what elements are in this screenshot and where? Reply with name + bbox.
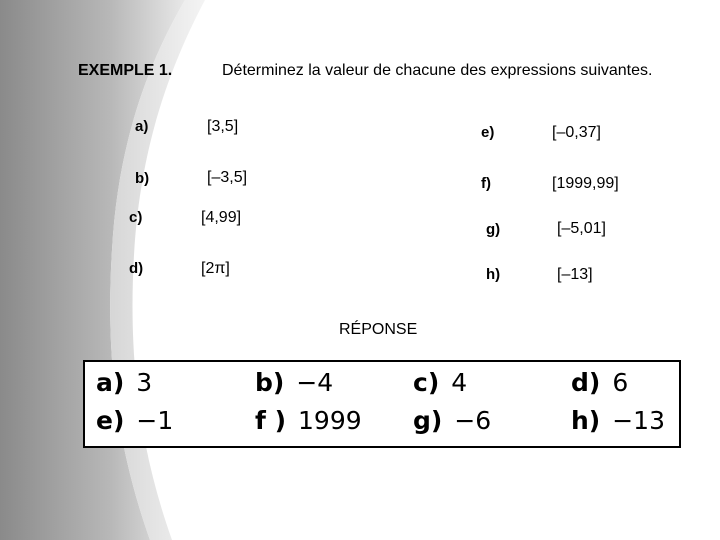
answer-d [571,368,628,397]
exercise-b-label: b) [135,170,150,187]
answer-box [83,360,681,448]
answer-e [96,406,173,435]
answer-h-label: h) [571,406,601,435]
answer-d-value: 6 [612,368,629,397]
answer-g-value: −6 [454,406,492,435]
exercise-e-label: e) [481,124,495,141]
exercise-f-label: f) [481,175,491,192]
exercise-e-expr: [–0,37] [552,124,601,141]
exercise-h-label: h) [486,266,501,283]
answer-c-label: c) [413,368,440,397]
answer-c-value: 4 [451,368,468,397]
exercise-h-expr: [–13] [557,266,593,283]
answer-h [571,406,665,435]
answer-a-value: 3 [136,368,153,397]
instruction-text: Déterminez la valeur de chacune des expressions suivantes. [222,62,653,79]
answer-e-label: e) [96,406,125,435]
answer-f [255,406,362,435]
exercise-b-expr: [–3,5] [207,169,248,186]
answer-d-label: d) [571,368,601,397]
example-label: EXEMPLE 1. [78,62,173,79]
exercise-c-label: c) [129,209,143,226]
answer-b-label: b) [255,368,285,397]
answer-b [255,368,333,397]
answer-a [96,368,152,397]
answer-c [413,368,467,397]
exercise-f-expr: [1999,99] [552,175,619,192]
exercise-g-expr: [–5,01] [557,220,606,237]
exercise-a-label: a) [135,118,149,135]
response-heading: RÉPONSE [339,321,418,338]
exercise-g-label: g) [486,221,501,238]
answer-e-value: −1 [136,406,174,435]
exercise-a-expr: [3,5] [207,118,239,135]
answer-g [413,406,491,435]
answer-h-value: −13 [612,406,665,435]
exercise-d-label: d) [129,260,144,277]
answer-g-label: g) [413,406,443,435]
answer-f-label: f ) [255,406,287,435]
exercise-c-expr: [4,99] [201,209,242,226]
answer-f-value: 1999 [298,406,362,435]
answer-b-value: −4 [296,368,334,397]
answer-a-label: a) [96,368,125,397]
exercise-d-expr: [2π] [201,260,230,277]
